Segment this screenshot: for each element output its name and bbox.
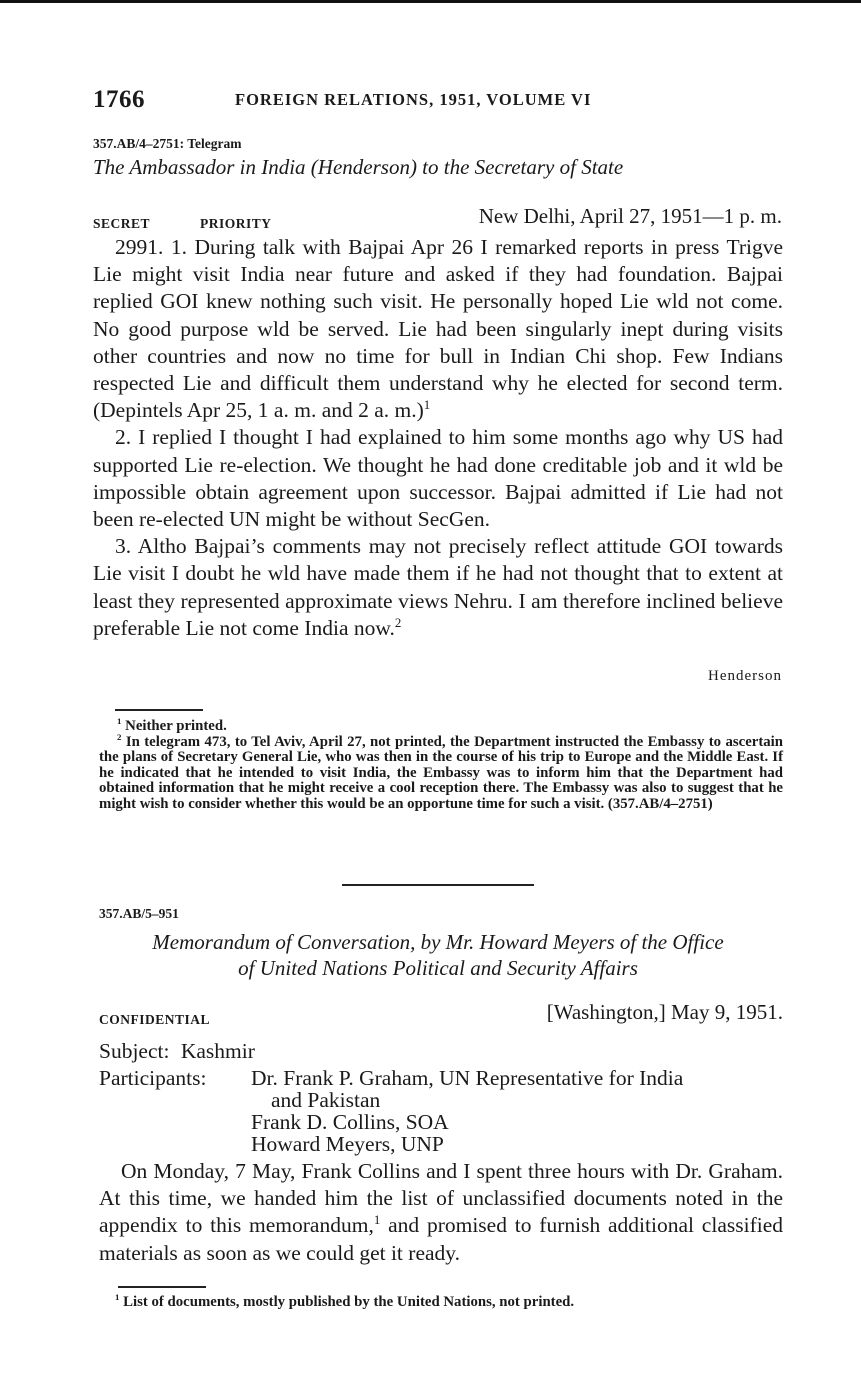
participant-3: Howard Meyers, UNP <box>251 1132 444 1156</box>
page-header <box>93 86 783 116</box>
footnote-ref-1: 1 <box>423 398 431 413</box>
page-number: 1766 <box>93 86 145 113</box>
document-separator <box>342 884 534 886</box>
doc2-participants-block <box>99 1067 783 1159</box>
doc2-classification: CONFIDENTIAL <box>99 1012 211 1027</box>
doc2-footnotes <box>105 1292 783 1311</box>
doc2-title <box>93 929 783 981</box>
doc2-file-reference: 357.AB/5–951 <box>99 906 179 921</box>
doc1-signature: Henderson <box>708 668 782 684</box>
doc1-body <box>93 234 783 642</box>
footnote-ref-2: 2 <box>394 615 402 630</box>
doc1-priority: PRIORITY <box>200 216 272 231</box>
doc2-title-line-2: of United Nations Political and Security Affairs <box>238 956 638 980</box>
participant-1-continued: and Pakistan <box>271 1088 381 1112</box>
participant-1: Dr. Frank P. Graham, UN Representative for India <box>251 1066 684 1090</box>
doc1-paragraph-2: 2. I replied I thought I had explained to him some months ago why US had supported Lie re-election. We thought he had done creditable job and it wld be impossible obtain agreement upon successor. Bajpai admitted if Lie had not been re-elected UN might be without SecGen. <box>93 425 783 532</box>
memo-footnote-rule <box>118 1286 206 1288</box>
doc1-dateline: New Delhi, April 27, 1951—1 p. m. <box>478 204 782 228</box>
doc1-footnotes <box>99 716 784 813</box>
subject-label: Subject: <box>99 1039 170 1063</box>
doc1-title: The Ambassador in India (Henderson) to the Secretary of State <box>93 155 624 179</box>
participants-label: Participants: <box>99 1066 207 1090</box>
doc2-dateline: [Washington,] May 9, 1951. <box>546 1000 783 1024</box>
doc2-paragraph-1: On Monday, 7 May, Frank Collins and I spent three hours with Dr. Graham. At this time, we handed him the list of unclassified documents noted in the appendix to this memorandum,$^1$ and promised to furnish additional classified materials as soon as we could get it ready. <box>99 1159 783 1265</box>
footnote-1: $^1$ Neither printed. <box>117 716 227 734</box>
doc1-paragraph-3: 3. Altho Bajpai’s comments may not precisely reflect attitude GOI towards Lie visit I doubt he wld have made them if he had not thought that to extent at least they represented approximate views Nehru. I am therefore inclined believe preferable Lie not come India now.$^2$ <box>93 534 783 640</box>
top-edge-rule <box>0 0 861 3</box>
footnote-ref-memo: 1 <box>373 1213 381 1228</box>
subject-value: Kashmir <box>180 1039 255 1063</box>
doc2-body <box>99 1158 783 1267</box>
doc1-paragraph-1: 2991. 1. During talk with Bajpai Apr 26 I remarked reports in press Trigve Lie might visit India near future and asked if they had foundation. Bajpai replied GOI knew nothing such visit. He personally hoped Lie wld not come. No good purpose wld be served. Lie had been singularly inept during visits other countries and now no time for bull in Indian Chi shop. Few Indians respected Lie and difficult them understand why he elected for second term. (Depintels Apr 25, 1 a. m. and 2 a. m.)$^1$ <box>93 235 783 423</box>
doc1-file-reference: 357.AB/4–2751: Telegram <box>93 136 242 151</box>
footnote-2: $^2$ In telegram 473, to Tel Aviv, April 27, not printed, the Department instructed the Embassy to ascertain the plans of Secretary General Lie, who was then in the course of his trip to Europe and the Middle East. If he indicated that he intended to visit India, the Embassy was to inform him that the Department had obtained information that he might receive a cool reception there. The Embassy was also to suggest that he might wish to consider whether this would be an opportune time for such a visit. (357.AB/4–2751) <box>99 731 784 812</box>
participant-2: Frank D. Collins, SOA <box>251 1110 449 1134</box>
memo-footnote-1: $^1$ List of documents, mostly published by the United Nations, not printed. <box>115 1292 575 1310</box>
footnote-rule <box>115 709 203 711</box>
running-head: FOREIGN RELATIONS, 1951, VOLUME VI <box>235 90 592 109</box>
doc2-title-line-1: Memorandum of Conversation, by Mr. Howard Meyers of the Office <box>152 930 724 954</box>
doc1-classification: SECRET <box>93 216 151 231</box>
participants-list <box>251 1067 791 1155</box>
doc2-subject-row <box>99 1040 783 1064</box>
